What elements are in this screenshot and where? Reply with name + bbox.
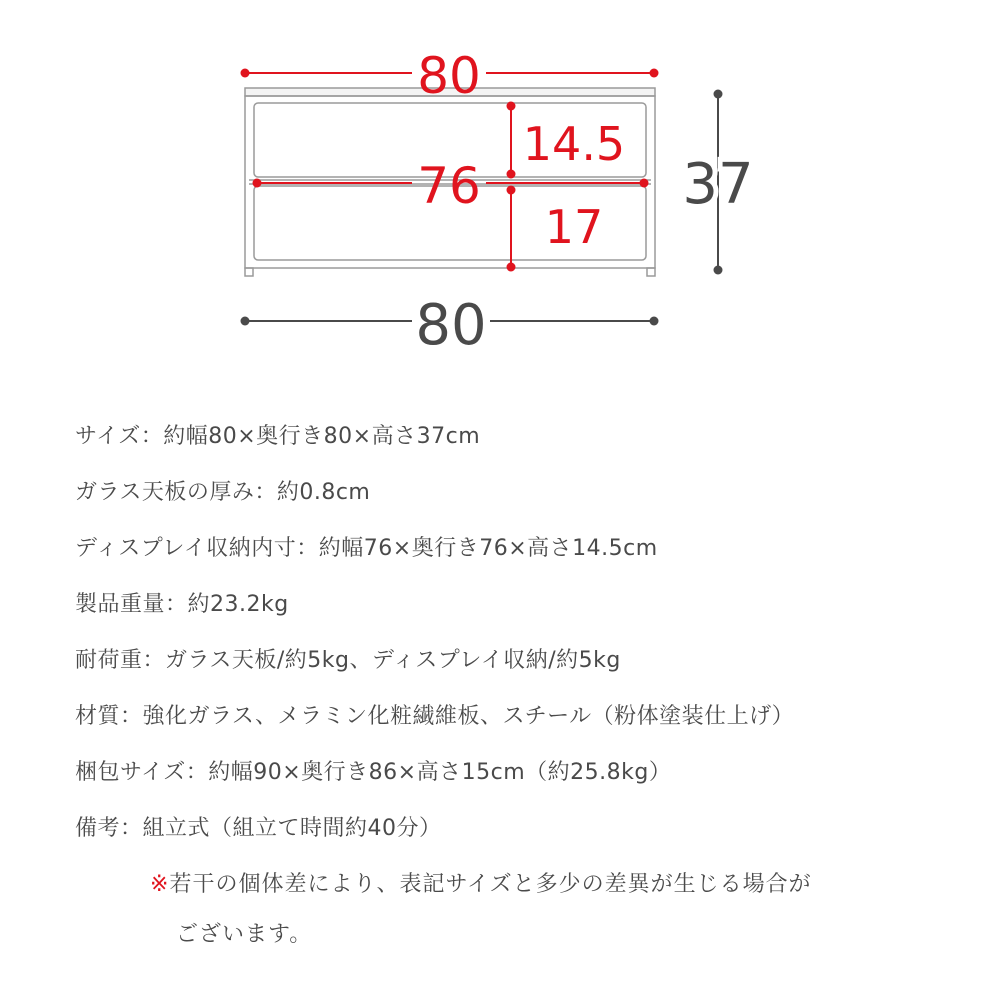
spec-value: 約幅90×奥行き86×高さ15cm（約25.8kg） [208, 760, 672, 785]
spec-value: 約幅76×奥行き76×高さ14.5cm [318, 536, 658, 561]
spec-label: ガラス天板の厚み： [75, 480, 277, 505]
spec-label: 材質： [75, 704, 143, 729]
spec-label: 備考： [75, 816, 143, 841]
spec-display-inner [75, 534, 658, 564]
spec-label: 梱包サイズ： [75, 760, 209, 785]
inner-width-label: 76 [417, 157, 481, 215]
spec-weight [75, 590, 289, 620]
spec-label: ディスプレイ収納内寸： [75, 536, 319, 561]
spec-load-capacity [75, 646, 621, 676]
spec-value: ガラス天板/約5kg、ディスプレイ収納/約5kg [165, 648, 621, 673]
spec-label: 耐荷重： [75, 648, 166, 673]
note-line-2: ございます。 [176, 922, 313, 947]
spec-value: 約0.8cm [276, 480, 371, 505]
disclaimer-note-continued [176, 920, 312, 950]
spec-value: 約23.2kg [187, 592, 289, 617]
total-height-label: 37 [682, 152, 754, 217]
bottom-width-label: 80 [415, 293, 487, 358]
spec-label: サイズ： [75, 424, 164, 449]
spec-glass-thickness [75, 478, 370, 508]
display-height-label: 14.5 [522, 117, 626, 171]
spec-package-size [75, 758, 671, 788]
spec-value: 強化ガラス、メラミン化粧繊維板、スチール（粉体塗装仕上げ） [142, 704, 795, 729]
spec-size [75, 422, 480, 452]
bottom-width-dimension [241, 293, 659, 358]
lower-height-label: 17 [544, 200, 604, 254]
note-line-1: 若干の個体差により、表記サイズと多少の差異が生じる場合が [169, 872, 812, 897]
note-mark: ※ [150, 872, 170, 897]
spec-value: 組立式（組立て時間約40分） [142, 816, 442, 841]
disclaimer-note [150, 870, 812, 900]
spec-value: 約幅80×奥行き80×高さ37cm [163, 424, 481, 449]
spec-material [75, 702, 794, 732]
total-height-dimension [682, 90, 753, 275]
spec-label: 製品重量： [75, 592, 188, 617]
spec-remarks [75, 814, 442, 844]
dimension-diagram [0, 0, 1000, 380]
top-width-label: 80 [417, 47, 481, 105]
